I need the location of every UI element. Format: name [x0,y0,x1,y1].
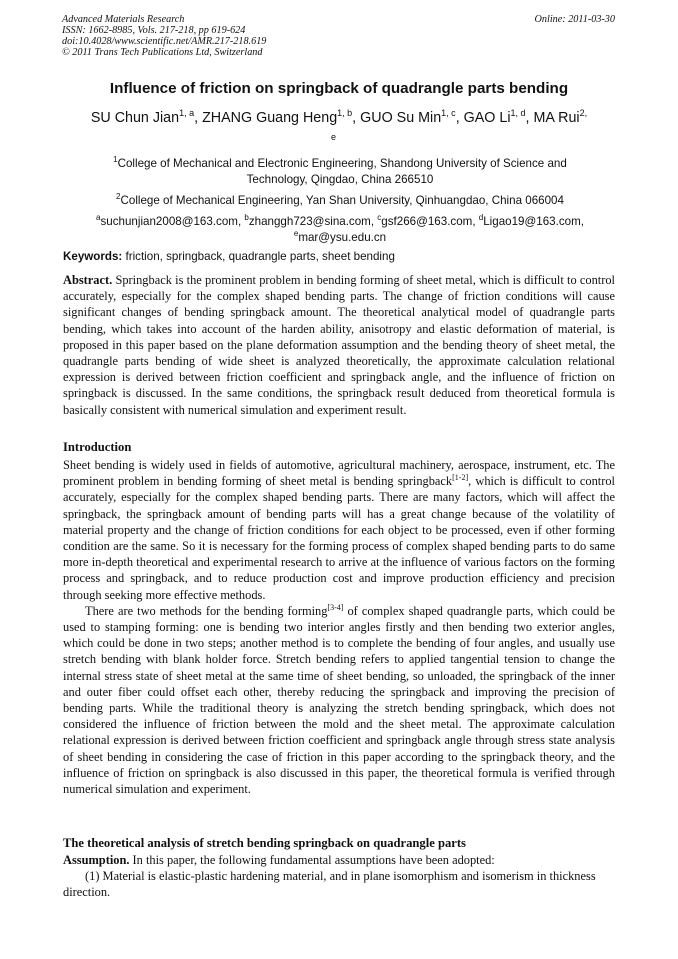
section-heading-theory: The theoretical analysis of stretch bending springback on quadrangle parts [63,836,466,850]
journal-name: Advanced Materials Research [62,14,185,25]
online-date: Online: 2011-03-30 [534,14,615,25]
keywords-text: friction, springback, quadrangle parts, sheet bending [122,250,395,263]
issn-line: ISSN: 1662-8985, Vols. 217-218, pp 619-624 [62,25,246,36]
author-emails: $^a$suchunjian2008@163.com, $^b$zhanggh723@sina.com, $^c$gsf266@163.com, $^d$Ligao19@163.com, $^e$mar@ysu.edu.cn [96,213,584,244]
email-address: Ligao19@163.com, [483,215,584,228]
abstract [63,272,615,418]
abstract-label: Abstract. [63,273,113,287]
email-address: mar@ysu.edu.cn [298,231,387,244]
journal-meta [62,14,266,58]
author-sub-marker: e [331,132,337,142]
citation: [1-2] [452,473,469,483]
keywords [63,250,395,263]
author-sup: 1, a [179,108,195,118]
assumption-block: Assumption. In this paper, the following fundamental assumptions have been adopted: (1) Material is elastic-plastic hardening material, and in plane isomorphism and isomerism in thickness direction. [63,852,615,901]
author-sup: 1, b [337,108,353,118]
doi-line: doi:10.4028/www.scientific.net/AMR.217-218.619 [62,36,267,47]
keywords-label: Keywords: [63,250,123,263]
author-name: GAO Li [463,110,511,126]
paragraph: Sheet bending is widely used in fields of automotive, agricultural machinery, aerospace, instrument, etc. The prominent problem in bending forming of sheet metal is bending springback[1-2], which is difficult to control accurately, especially for the complex shaped bending parts. There are many factors, which will affect the springback, the springback amount of bending parts will has a great change because of the volatility of material property and the change of friction conditions for each object to be processed, even if other forming condition are the same. So it is necessary for the forming process of complex shaped bending parts to do same more in-depth theoretical and experimental research to arrive at the influence of various factors on the forming process and springback, and to reduce production cost and improve production efficiency and precision through seeking more effective methods. [63,458,615,602]
paragraph: There are two methods for the bending forming[3-4] of complex shaped quadrangle parts, which could be used to stamping forming: one is bending two interior angles firstly and then bending two exterior angles, which could be done in two steps; another method is to complete the bending of four angles, and usually use stretch bending with blank holder force. Stretch bending refers to applied tangential tension to change the internal stress state of sheet metal at the same time of sheet bending, so unloaded, the springback of the inner and outer fiber could offset each other, thereby reducing the springback and improving the precision of bending parts. While the traditional theory is analyzing the stretch bending springback, which does not considered the influence of friction between the mold and the sheet metal. The approximate calculation relational expression is derived between friction coefficient and springback angle through stress state analysis of sheet bending in considering the case of friction in this paper according to the springback theory, and the influence of friction on springback is also discussed in this paper, the theoretical formula is verified through numerical simulation and experiment. [63,602,616,797]
author-sup: 1, c [441,108,456,118]
section-heading-introduction: Introduction [63,440,132,454]
author-name: MA Rui [533,110,580,126]
affiliation-1: $^1$College of Mechanical and Electronic Engineering, Shandong University of Science and Technology, Qingdao, China 266510 [113,155,567,186]
email-address: gsf266@163.com, [381,215,479,228]
author-list: SU Chun Jian$^{1, a}$, ZHANG Guang Heng$^{1, b}$, GUO Su Min$^{1, c}$, GAO Li$^{1, d}$, MA Rui$^{2,}$ [90,108,588,126]
email-address: zhanggh723@sina.com, [248,215,378,228]
author-name: SU Chun Jian [90,110,180,126]
affiliation-sup: 1 [113,155,118,164]
affiliation-sup: 2 [116,192,121,201]
email-address: suchunjian2008@163.com, [100,215,245,228]
author-name: ZHANG Guang Heng [202,110,338,126]
assumption-label: Assumption. [63,853,130,867]
introduction-body [63,457,615,797]
author-sup: 1, d [510,108,526,118]
affiliation-2: $^2$College of Mechanical Engineering, Yan Shan University, Qinhuangdao, China 066004 [116,192,564,207]
paper-title: Influence of friction on springback of quadrangle parts bending [109,80,569,97]
copyright-line: © 2011 Trans Tech Publications Ltd, Switzerland [62,47,263,58]
assumption-item: (1) Material is elastic-plastic hardening material, and in plane isomorphism and isomerism in thickness direction. [63,869,596,900]
author-name: GUO Su Min [360,110,442,126]
author-sup: 2, [579,108,588,118]
citation: [3-4] [327,602,344,612]
abstract-text: Springback is the prominent problem in bending forming of sheet metal, which is difficult to control accurately, especially for the complex shaped bending parts. The change of friction conditions will cause significant changes of bending springback amount. The theoretical analytical model of quadrangle parts bending, which takes into account of the harden ability, anisotropy and elastic deformation of material, is proposed in this paper based on the plane deformation assumption and the bending theory of sheet metal, the quadrangle parts bending of wide sheet is analyzed theoretically, the approximate calculation relational expression is derived between friction coefficient and springback angle, and the influence of friction on springback is discussed. In the same conditions, the springback result deduced from theoretical formula is basically consistent with numerical simulation and experiment result. [63,273,615,417]
